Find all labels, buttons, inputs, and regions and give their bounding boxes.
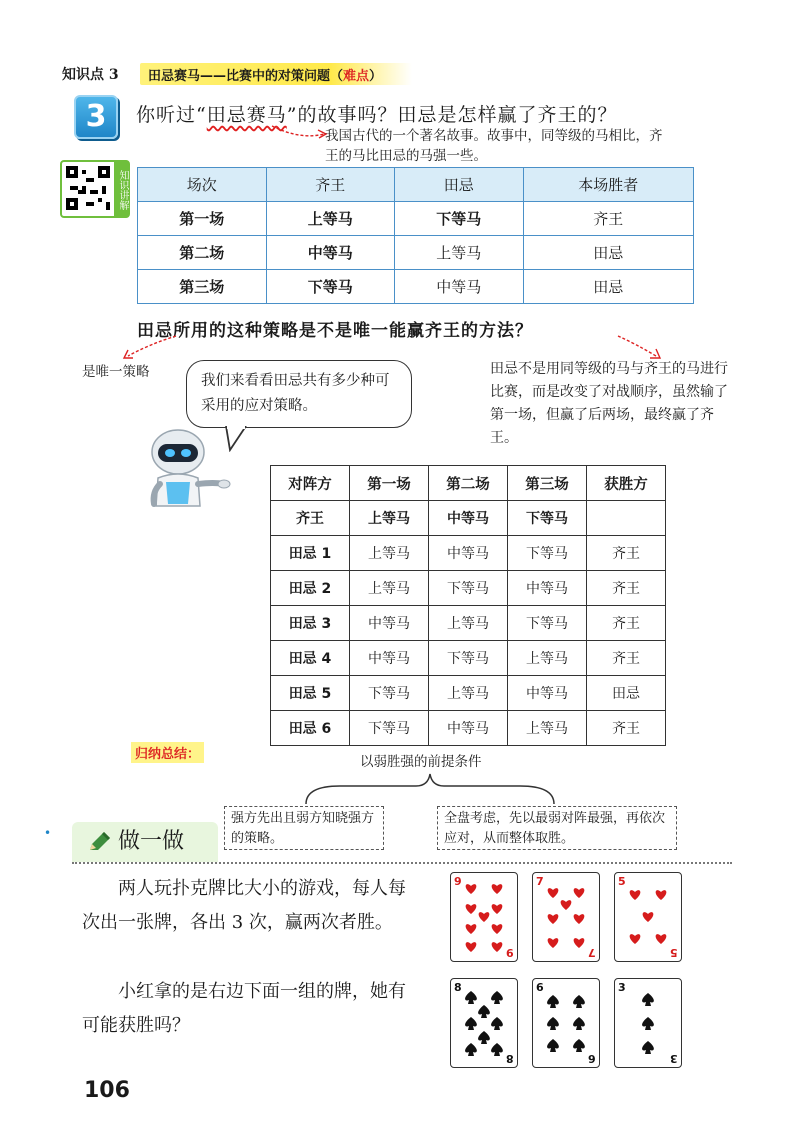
card-rank: 9 (454, 875, 462, 888)
table-cell: 中等马 (395, 270, 524, 304)
table-cell: 中等马 (508, 676, 587, 711)
only-strategy-note: 是唯一策略 (82, 364, 150, 380)
table-cell: 田忌 3 (271, 606, 350, 641)
table-cell: 第二场 (138, 236, 267, 270)
paren-close: ） (369, 69, 383, 84)
card-rank: 6 (588, 1052, 596, 1065)
table-cell: 中等马 (350, 641, 429, 676)
example-question (136, 100, 617, 127)
table-cell: 上等马 (266, 202, 395, 236)
table-cell: 中等马 (429, 536, 508, 571)
page-number: 106 (84, 1078, 130, 1103)
precondition-title: 以弱胜强的前提条件 (360, 754, 482, 770)
card-rank: 5 (670, 946, 678, 959)
card-top-3 (614, 872, 682, 962)
qr-code[interactable] (60, 160, 130, 218)
spade-pips-icon (533, 979, 599, 1067)
table-cell: 齐王 (587, 571, 666, 606)
table-cell: 下等马 (508, 606, 587, 641)
practice-title: 做一做 (118, 829, 185, 854)
robot-mascot-icon (144, 426, 234, 510)
knowledge-point-title-text: 田忌赛马——比赛中的对策问题 (148, 69, 331, 84)
table-cell: 中等马 (266, 236, 395, 270)
question-pre: 你听过“ (136, 104, 207, 126)
table-cell: 中等马 (429, 711, 508, 746)
strategy-question: 田忌所用的这种策略是不是唯一能赢齐王的方法？ (137, 321, 533, 341)
card-rank: 8 (506, 1052, 514, 1065)
difficulty-tag: 难点 (343, 69, 370, 84)
table-header-cell: 齐王 (266, 168, 395, 202)
table-cell: 下等马 (350, 676, 429, 711)
table-row (271, 711, 666, 746)
table-cell: 第三场 (138, 270, 267, 304)
paren-open: （ (330, 69, 344, 84)
story-note: 我国古代的一个著名故事。故事中，同等级的马相比，齐王的马比田忌的马强一些。 (325, 128, 663, 164)
qr-tag: 知识讲解 (114, 162, 128, 216)
knowledge-point-title (140, 63, 412, 85)
explanation-note: 田忌不是用同等级的马与齐王的马进行比赛，而是改变了对战顺序，虽然输了第一场，但赢了后两场，最终赢了齐王。 (490, 361, 728, 446)
card-bottom-1 (450, 978, 518, 1068)
table-row (271, 606, 666, 641)
condition-box-1: 强方先出且弱方知晓强方的策略。 (224, 806, 384, 850)
table-row (138, 202, 694, 236)
spade-pips-icon (451, 979, 517, 1067)
table-header-cell: 田忌 (395, 168, 524, 202)
condition-box-2: 全盘考虑，先以最弱对阵最强，再依次应对，从而整体取胜。 (437, 806, 677, 850)
table-cell: 上等马 (350, 571, 429, 606)
table-cell: 下等马 (508, 501, 587, 536)
table-cell: 齐王 (587, 606, 666, 641)
table-header-cell: 第二场 (429, 466, 508, 501)
card-bottom-2 (532, 978, 600, 1068)
table-header-cell: 第三场 (508, 466, 587, 501)
table-row (138, 270, 694, 304)
brace-icon (300, 772, 560, 806)
table-cell: 齐王 (587, 536, 666, 571)
table-header-cell: 场次 (138, 168, 267, 202)
qr-pattern-icon (66, 166, 110, 210)
speech-bubble: 我们来看看田忌共有多少种可采用的应对策略。 (186, 360, 412, 428)
table-cell: 中等马 (350, 606, 429, 641)
spade-pips-icon (615, 979, 681, 1067)
table-header-cell: 获胜方 (587, 466, 666, 501)
card-rank: 8 (454, 981, 462, 994)
question-highlight: 田忌赛马 (206, 104, 287, 126)
table-cell: 下等马 (508, 536, 587, 571)
table-cell: 上等马 (508, 711, 587, 746)
table-header-row (138, 168, 694, 202)
table-cell: 下等马 (429, 641, 508, 676)
table-cell: 下等马 (429, 571, 508, 606)
bullet-dot: • (44, 826, 52, 840)
heart-pips-icon (615, 873, 681, 961)
table-cell: 齐王 (523, 202, 693, 236)
practice-paragraph-2 (82, 975, 422, 1043)
card-top-2 (532, 872, 600, 962)
heart-pips-icon (533, 873, 599, 961)
card-rank: 3 (618, 981, 626, 994)
table-cell: 第一场 (138, 202, 267, 236)
card-rank: 6 (536, 981, 544, 994)
card-top-1 (450, 872, 518, 962)
summary-label: 归纳总结： (131, 742, 204, 763)
strategy-table (270, 465, 666, 746)
playing-cards (446, 872, 716, 1072)
table-cell: 上等马 (395, 236, 524, 270)
pencil-icon (86, 830, 112, 854)
table-row (271, 536, 666, 571)
card-rank: 5 (618, 875, 626, 888)
table-cell (587, 501, 666, 536)
table-cell: 田忌 5 (271, 676, 350, 711)
practice-paragraph-1 (82, 872, 422, 940)
card-bottom-3 (614, 978, 682, 1068)
table-cell: 上等马 (429, 606, 508, 641)
table-cell: 下等马 (350, 711, 429, 746)
practice-text-1: 两人玩扑克牌比大小的游戏，每人每次出一张牌，各出 3 次，赢两次者胜。 (82, 878, 406, 933)
table-row (271, 571, 666, 606)
table-row (271, 676, 666, 711)
card-rank: 3 (670, 1052, 678, 1065)
practice-text-2: 小红拿的是右边下面一组的牌，她有可能获胜吗？ (82, 981, 406, 1036)
table-cell: 下等马 (266, 270, 395, 304)
card-rank: 7 (588, 946, 596, 959)
table-cell: 中等马 (429, 501, 508, 536)
table-header-row (271, 466, 666, 501)
note-arrow-icon (270, 122, 330, 148)
table-cell: 田忌 2 (271, 571, 350, 606)
table-cell: 田忌 (523, 236, 693, 270)
table-cell: 田忌 6 (271, 711, 350, 746)
table-cell: 齐王 (271, 501, 350, 536)
table-cell: 田忌 (523, 270, 693, 304)
table-cell: 田忌 4 (271, 641, 350, 676)
heart-pips-icon (451, 873, 517, 961)
table-row (138, 236, 694, 270)
section-divider (72, 862, 732, 864)
table-header-cell: 对阵方 (271, 466, 350, 501)
table-cell: 上等马 (350, 536, 429, 571)
practice-header (72, 822, 218, 862)
table-header-cell: 本场胜者 (523, 168, 693, 202)
table-row (271, 501, 666, 536)
match-table (137, 167, 694, 304)
card-rank: 9 (506, 946, 514, 959)
table-cell: 田忌 (587, 676, 666, 711)
table-cell: 田忌 1 (271, 536, 350, 571)
table-header-cell: 第一场 (350, 466, 429, 501)
table-cell: 齐王 (587, 711, 666, 746)
table-cell: 上等马 (429, 676, 508, 711)
knowledge-point-label: 知识点 3 (62, 67, 119, 83)
table-row (271, 641, 666, 676)
example-number-badge: 3 (74, 95, 118, 139)
table-cell: 上等马 (508, 641, 587, 676)
card-rank: 7 (536, 875, 544, 888)
table-cell: 中等马 (508, 571, 587, 606)
table-cell: 齐王 (587, 641, 666, 676)
question-post: ”的故事吗？田忌是怎样赢了齐王的？ (286, 104, 618, 126)
table-cell: 上等马 (350, 501, 429, 536)
table-cell: 下等马 (395, 202, 524, 236)
